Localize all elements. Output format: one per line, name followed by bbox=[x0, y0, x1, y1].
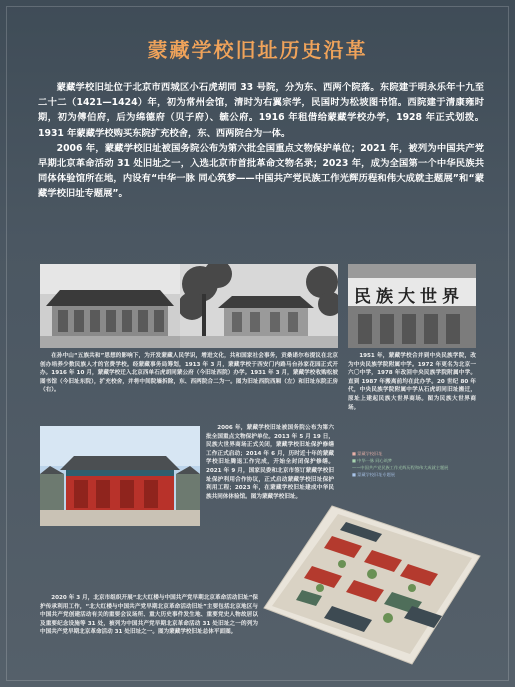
photo-east-hall bbox=[180, 264, 338, 348]
legend-item-4: ■ 蒙藏学校旧址专题展 bbox=[352, 472, 395, 477]
intro-text bbox=[38, 80, 484, 202]
caption-site-plan-text: 2020 年 3 月，北京市组织开展“北大红楼与中国共产党早期北京革命活动旧址”保护传承利用工作，“北大红楼与中国共产党早期北京革命活动旧址”主要包括北京地区与中国共产党创建活动有关的重要会议场所、重大历史事件发生地、重要党史人物故居以及重要纪念设施等 31 处，被列为中国共产党早期北京革命活动 31 处旧址之一的列为中国共产党早期北京革命活动 31 处旧址之一。图为蒙藏学校旧址总体平面图。 bbox=[40, 595, 258, 636]
caption-restoration bbox=[206, 424, 334, 501]
caption-history bbox=[40, 352, 338, 395]
map-legend bbox=[352, 450, 482, 478]
photo-store bbox=[348, 264, 476, 348]
intro-paragraph-1: 蒙藏学校旧址位于北京市西城区小石虎胡同 33 号院，分为东、西两个院落。东院建于明永乐年十九至二十二（1421—1424）年，初为常州会馆，清时为右翼宗学，民国时为松坡图书馆。西院建于清康雍时期，初为傅伯府，后为绵德府（贝子府）、毓公府。1916 年租借给蒙藏学校办学，1928 年正式划拨。1931 年蒙藏学校购买东院扩充校舍，东、西两院合为一体。 bbox=[38, 82, 484, 139]
intro-paragraph-2: 2006 年，蒙藏学校旧址被国务院公布为第六批全国重点文物保护单位；2021 年，被列为中国共产党早期北京革命活动 31 处旧址之一，入选北京市首批革命文物名录；2023 年，成为全国第一个中华民族共同体体验馆所在地，内设有“中华一脉 同心筑梦——中国共产党民族工作光辉历程和伟大成就主题展”和“蒙藏学校旧址专题展”。 bbox=[38, 142, 484, 200]
photo-west-hall bbox=[40, 264, 180, 348]
caption-store-text: 1951 年，蒙藏学校合并到中央民族学院，改为中央民族学院附属中学。1972 年更名为北京一六〇中学，1978 年改回中央民族学院附属中学。直到 1987 年搬离前均在此办学。20 世纪 80 年代，中央民族学院附属中学从石虎胡同旧址搬迁，原址上建起民族大世界商场。图为民族大世界商场。 bbox=[348, 353, 476, 411]
caption-history-text: 在孙中山“五族共和”思想的影响下，为开发蒙藏人民学识，增进文化，共和国家社会事务，贡桑诺尔布提议在北京创办培养少数民族人才的官费学校。经蒙藏事务局筹划，1913 年 3 月，蒙藏学校于西安门内路马台孙家花园正式开办。1916 年 10 月，蒙藏学校迁入北京西单石虎胡同蒙公府（今旧址西院）办学。1931 年 3 月，蒙藏学校收购松坡图书馆（今旧址东院），扩充校舍，并将中间院墙拆除，东、西两院合二为一。图为旧址西院西厢（左）和旧址东院正房（右）。 bbox=[40, 353, 338, 394]
legend-item-2: ■ 中华一脉 同心筑梦 bbox=[352, 458, 393, 463]
caption-restoration-text: 2006 年，蒙藏学校旧址被国务院公布为第六批全国重点文物保护单位。2013 年 5 月 19 日，民族大世界商场正式关闭，蒙藏学校旧址保护修缮工作正式启动；2014 年 6 月，历时近十年的蒙藏学校旧址腾退工作完成，开始全封闭保护修缮。2021 年 9 月，国家民委和北京市签订蒙藏学校旧址保护利用合作协议，正式启动蒙藏学校旧址保护利用工程；2023 年，在蒙藏学校旧址建成中华民族共同体体验馆。图为蒙藏学校旧址。 bbox=[206, 425, 334, 500]
legend-item-1: ■ 蒙藏学校旧址 bbox=[352, 451, 383, 456]
store-sign-text: 民族大世界 bbox=[354, 287, 464, 307]
legend-item-3: ——中国共产党民族工作光辉历程和伟大成就主题展 bbox=[352, 465, 449, 470]
site-plan-aerial bbox=[262, 496, 484, 668]
caption-site-plan bbox=[40, 594, 258, 637]
photo-restored-building bbox=[40, 426, 200, 526]
caption-store bbox=[348, 352, 476, 412]
page-title: 蒙藏学校旧址历史沿革 bbox=[147, 38, 368, 62]
